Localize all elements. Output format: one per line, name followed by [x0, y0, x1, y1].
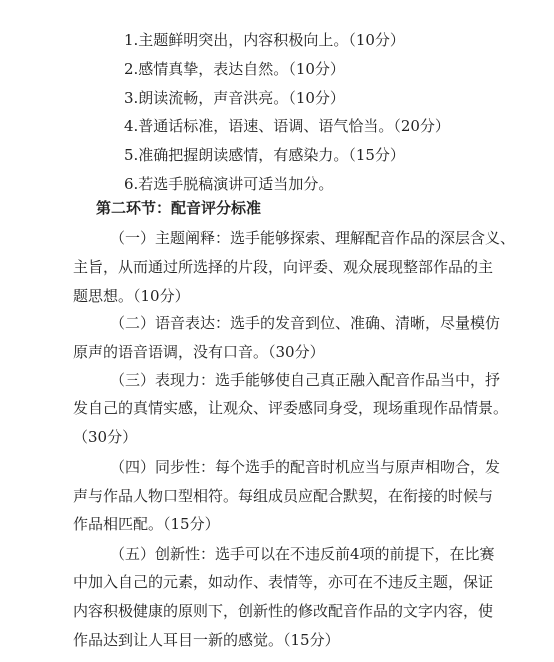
list-item: 1.主题鲜明突出，内容积极向上。（10分） [124, 31, 405, 49]
paragraph-line: （30分） [73, 428, 138, 446]
paragraph-line: （一）主题阐释：选手能够探索、理解配音作品的深层含义、 [110, 229, 516, 247]
paragraph-line: （五）创新性：选手可以在不违反前4项的前提下，在比赛 [110, 545, 495, 563]
paragraph-line: 声与作品人物口型相符。每组成员应配合默契，在衔接的时候与 [73, 487, 494, 505]
list-item: 5.准确把握朗读感情，有感染力。（15分） [124, 146, 405, 164]
section-heading: 第二环节：配音评分标准 [96, 199, 262, 217]
paragraph-line: （四）同步性：每个选手的配音时机应当与原声相吻合，发 [110, 458, 501, 476]
paragraph-line: 作品达到让人耳目一新的感觉。（15分） [73, 631, 340, 649]
paragraph-line: 题思想。（10分） [73, 287, 190, 305]
list-item: 4.普通话标准，语速、语调、语气恰当。（20分） [124, 117, 450, 135]
paragraph-line: 发自己的真情实感，让观众、评委感同身受，现场重现作品情景。 [73, 399, 509, 417]
paragraph-line: 主旨，从而通过所选择的片段，向评委、观众展现整部作品的主 [73, 258, 494, 276]
paragraph-line: （二）语音表达：选手的发音到位、准确、清晰，尽量模仿 [110, 314, 501, 332]
list-item: 6.若选手脱稿演讲可适当加分。 [124, 175, 334, 193]
paragraph-line: 中加入自己的元素，如动作、表情等，亦可在不违反主题，保证 [73, 573, 494, 591]
paragraph-line: 原声的语音语调，没有口音。（30分） [73, 343, 325, 361]
paragraph-line: 内容积极健康的原则下，创新性的修改配音作品的文字内容，使 [73, 602, 494, 620]
list-item: 2.感情真挚，表达自然。（10分） [124, 60, 345, 78]
list-item: 3.朗读流畅，声音洪亮。（10分） [124, 89, 345, 107]
paragraph-line: （三）表现力：选手能够使自己真正融入配音作品当中，抒 [110, 371, 501, 389]
paragraph-line: 作品相匹配。（15分） [73, 515, 220, 533]
